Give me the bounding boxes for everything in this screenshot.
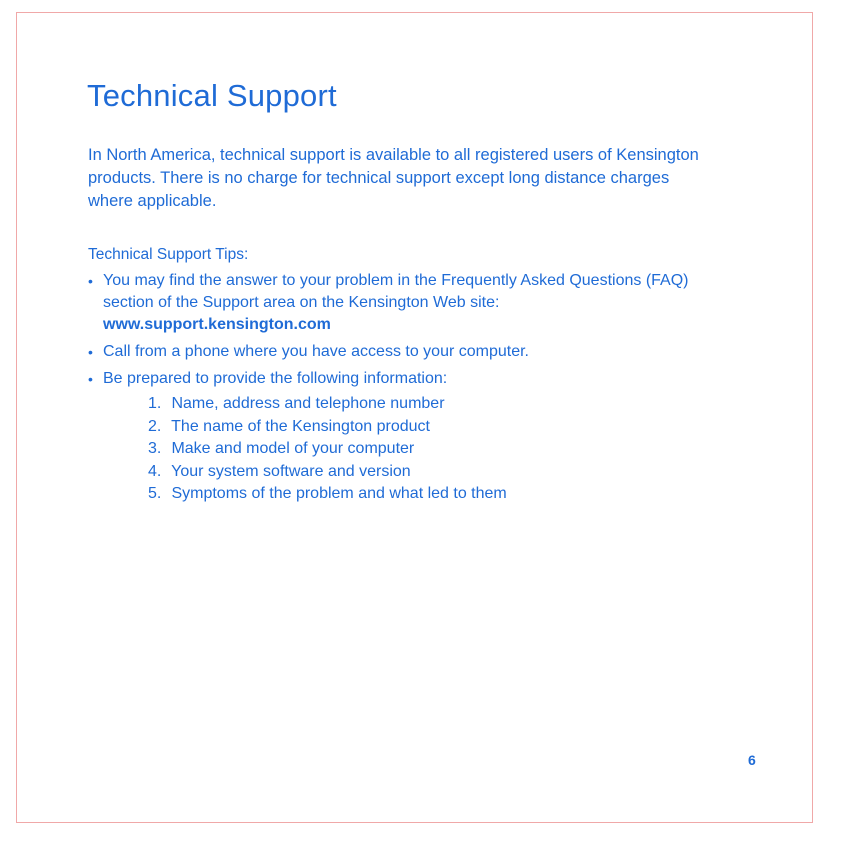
tip-call [88, 341, 738, 363]
step-number: 5. [148, 485, 162, 502]
step-number: 1. [148, 395, 162, 412]
tip-faq-text: You may find the answer to your problem in the Frequently Asked Questions (FAQ) section of the Support area on the Kensington Web site: [103, 272, 689, 311]
tips-list [88, 270, 738, 511]
list-item [148, 461, 738, 484]
step-number: 3. [148, 440, 162, 457]
tip-prepare [88, 368, 738, 506]
bullet-icon: • [88, 273, 93, 289]
bullet-icon: • [88, 371, 93, 387]
tips-heading: Technical Support Tips: [88, 246, 249, 263]
support-url-link[interactable]: www.support.kensington.com [103, 316, 331, 333]
tip-faq [88, 270, 738, 336]
step-number: 4. [148, 462, 162, 480]
list-item [148, 416, 738, 439]
step-number: 2. [148, 417, 162, 435]
bullet-icon: • [88, 344, 93, 360]
step-text: Symptoms of the problem and what led to them [171, 485, 507, 502]
list-item [148, 438, 738, 461]
page-title: Technical Support [87, 78, 337, 113]
page-number: 6 [748, 752, 756, 768]
list-item [148, 483, 738, 506]
info-steps-list [103, 393, 738, 506]
intro-paragraph: In North America, technical support is available to all registered users of Kensington products. There is no charge for technical support except long distance charges where applicable. [88, 146, 699, 210]
tip-prepare-text: Be prepared to provide the following information: [103, 370, 448, 387]
list-item [148, 393, 738, 416]
step-text: Make and model of your computer [171, 440, 415, 457]
tip-call-text: Call from a phone where you have access to your computer. [103, 343, 529, 360]
step-text: Name, address and telephone number [171, 395, 445, 412]
step-text: The name of the Kensington product [171, 417, 430, 435]
step-text: Your system software and version [171, 462, 411, 480]
